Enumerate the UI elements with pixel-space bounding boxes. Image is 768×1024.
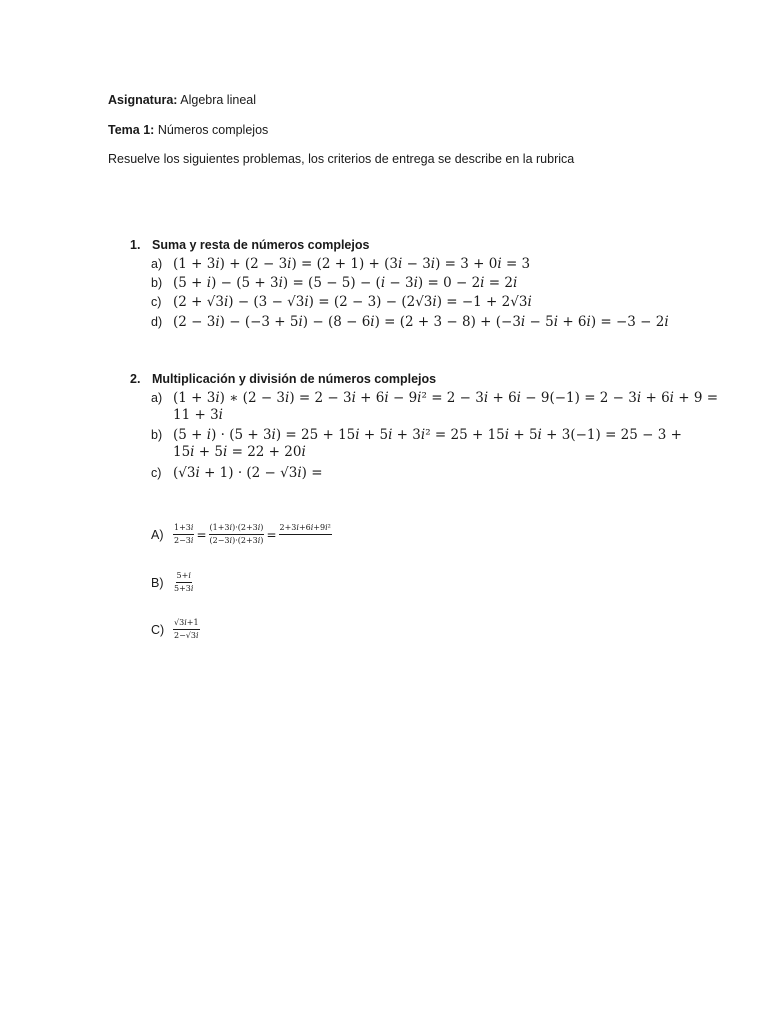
section2-item-a (151, 389, 718, 406)
fraction-denominator: 2−√3𝑖 (174, 631, 199, 640)
section1-title-text: Suma y resta de números complejos (152, 238, 370, 252)
fraction-expression (279, 523, 332, 536)
equals-sign: = (266, 527, 277, 542)
section2-title-rest: y división de números complejos (235, 372, 437, 386)
fraction-denominator: 5+3𝑖 (174, 584, 194, 593)
item-label: c) (151, 466, 162, 480)
fraction-label: C) (151, 622, 165, 637)
item-expression: (1 + 3𝑖) + (2 − 3𝑖) = (2 + 1) + (3𝑖 − 3𝑖) = 3 + 0𝑖 = 3 (173, 256, 531, 272)
section1-item-d (151, 313, 669, 330)
item-label: a) (151, 257, 163, 271)
section2-item-b-continuation: 15𝑖 + 5𝑖 = 22 + 20𝑖 (173, 444, 306, 460)
fraction-numerator: √3𝑖+1 (173, 618, 200, 630)
topic-line (108, 123, 268, 137)
item-expression: (2 − 3𝑖) − (−3 + 5𝑖) − (8 − 6𝑖) = (2 + 3 − 8) + (−3𝑖 − 5𝑖 + 6𝑖) = −3 − 2𝑖 (173, 314, 669, 330)
fraction-denominator (304, 535, 306, 536)
item-expression: (2 + √3𝑖) − (3 − √3𝑖) = (2 − 3) − (2√3𝑖) = −1 + 2√3𝑖 (173, 294, 532, 310)
section1-item-b (151, 274, 517, 291)
fraction-numerator: (1+3𝑖)·(2+3𝑖) (209, 523, 265, 535)
topic-label: Tema 1: (108, 123, 155, 137)
section1-title (130, 238, 369, 252)
item-expression: (√3𝑖 + 1) · (2 − √3𝑖) = (173, 465, 323, 481)
item-label: a) (151, 391, 163, 405)
fraction-item-a (151, 523, 332, 546)
section2-item-a-continuation: 11 + 3𝑖 (173, 407, 223, 423)
section1-item-c (151, 293, 532, 310)
fraction-numerator: 1+3𝑖 (173, 523, 194, 535)
section2-title (130, 372, 436, 386)
fraction-numerator: 5+𝑖 (176, 571, 192, 583)
item-label: b) (151, 428, 163, 442)
item-expression: (1 + 3𝑖) ∗ (2 − 3𝑖) = 2 − 3𝑖 + 6𝑖 − 9𝑖² = 2 − 3𝑖 + 6𝑖 − 9(−1) = 2 − 3𝑖 + 6𝑖 + 9 = (173, 390, 719, 406)
item-expression: (5 + 𝑖) · (5 + 3𝑖) = 25 + 15𝑖 + 5𝑖 + 3𝑖² = 25 + 15𝑖 + 5𝑖 + 3(−1) = 25 − 3 + (173, 427, 682, 443)
subject-line (108, 93, 256, 107)
section2-item-b (151, 426, 682, 443)
fraction-expression (173, 523, 194, 546)
section1-number: 1. (130, 238, 141, 252)
item-label: b) (151, 276, 163, 290)
fraction-label: B) (151, 575, 164, 590)
section2-item-c (151, 464, 323, 481)
equals-sign: = (196, 527, 207, 542)
fraction-item-c (151, 618, 200, 641)
fraction-item-b (151, 571, 194, 594)
fraction-expression (173, 618, 200, 641)
item-label: c) (151, 295, 162, 309)
subject-label: Asignatura: (108, 93, 178, 107)
instructions: Resuelve los siguientes problemas, los criterios de entrega se describe en la rubrica (108, 152, 575, 166)
topic-value: Números complejos (157, 123, 269, 137)
fraction-denominator: (2−3𝑖)·(2+3𝑖) (209, 536, 264, 545)
subject-value: Algebra lineal (180, 93, 256, 107)
section2-title-bold: Multiplicación (152, 372, 236, 386)
fraction-expression (209, 523, 265, 546)
item-expression: (5 + 𝑖) − (5 + 3𝑖) = (5 − 5) − (𝑖 − 3𝑖) = 0 − 2𝑖 = 2𝑖 (173, 275, 518, 291)
fraction-numerator: 2+3𝑖+6𝑖+9𝑖² (279, 523, 332, 535)
fraction-label: A) (151, 527, 164, 542)
fraction-denominator: 2−3𝑖 (174, 536, 194, 545)
fraction-expression (173, 571, 194, 594)
item-label: d) (151, 315, 163, 329)
section1-item-a (151, 255, 530, 272)
section2-number: 2. (130, 372, 141, 386)
